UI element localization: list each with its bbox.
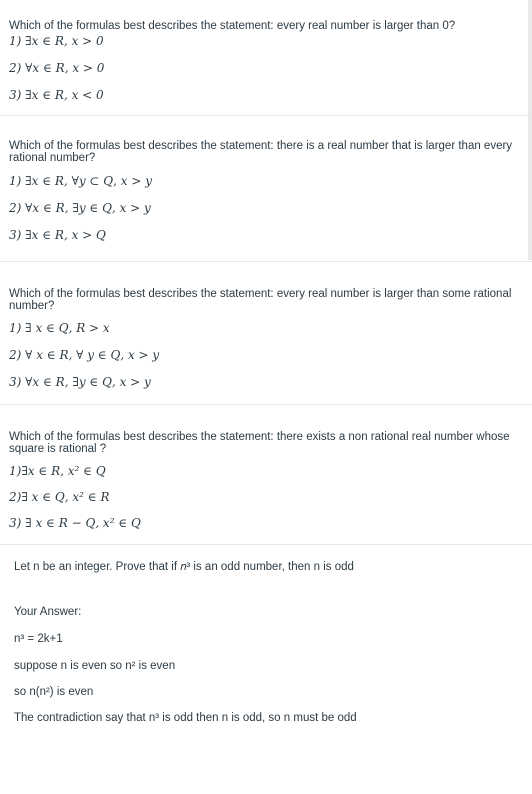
question-2-prompt: Which of the formulas best describes the statement: there is a real number that is larger than every rational number? <box>9 139 513 164</box>
proof-prompt: Let n be an integer. Prove that if 𝑛³ is an odd number, then n is odd <box>14 561 354 573</box>
divider <box>0 404 532 405</box>
answer-line: n³ = 2k+1 <box>14 633 63 645</box>
scrollbar[interactable] <box>528 0 532 260</box>
divider <box>0 115 532 116</box>
question-4-prompt: Which of the formulas best describes the statement: there exists a non rational real number whose square is rational ? <box>9 430 510 455</box>
question-1-option-3[interactable]: 3) ∃𝑥 ∈ 𝑅, 𝑥 < 0 <box>9 88 104 102</box>
question-1-prompt: Which of the formulas best describes the statement: every real number is larger than 0? <box>9 19 456 32</box>
divider <box>0 261 532 262</box>
question-1-option-1[interactable]: 1) ∃𝑥 ∈ 𝑅, 𝑥 > 0 <box>9 34 104 48</box>
answer-label: Your Answer: <box>14 606 82 618</box>
question-2-option-2[interactable]: 2) ∀𝑥 ∈ 𝑅, ∃𝑦 ∈ 𝑄, 𝑥 > 𝑦 <box>9 201 151 215</box>
question-3-option-1[interactable]: 1) ∃ 𝑥 ∈ 𝑄, 𝑅 > 𝑥 <box>9 321 110 335</box>
question-4-option-1[interactable]: 1)∃𝑥 ∈ 𝑅, 𝑥² ∈ 𝑄 <box>9 464 106 478</box>
question-4-option-3[interactable]: 3) ∃ 𝑥 ∈ 𝑅 − 𝑄, 𝑥² ∈ 𝑄 <box>9 516 141 530</box>
question-1-option-2[interactable]: 2) ∀𝑥 ∈ 𝑅, 𝑥 > 0 <box>9 61 105 75</box>
question-3-option-3[interactable]: 3) ∀𝑥 ∈ 𝑅, ∃𝑦 ∈ 𝑄, 𝑥 > 𝑦 <box>9 375 151 389</box>
question-4-option-2[interactable]: 2)∃ 𝑥 ∈ 𝑄, 𝑥² ∈ 𝑅 <box>9 490 110 504</box>
divider <box>0 544 532 545</box>
question-2-option-1[interactable]: 1) ∃𝑥 ∈ 𝑅, ∀𝑦 ⊂ 𝑄, 𝑥 > 𝑦 <box>9 174 152 188</box>
question-3-option-2[interactable]: 2) ∀ 𝑥 ∈ 𝑅, ∀ 𝑦 ∈ 𝑄, 𝑥 > 𝑦 <box>9 348 160 362</box>
question-3-prompt: Which of the formulas best describes the statement: every real number is larger than some rational number? <box>9 287 512 312</box>
answer-line: The contradiction say that n³ is odd then n is odd, so n must be odd <box>14 712 357 724</box>
answer-line: suppose n is even so n² is even <box>14 660 176 672</box>
answer-line: so n(n²) is even <box>14 686 94 698</box>
question-2-option-3[interactable]: 3) ∃𝑥 ∈ 𝑅, 𝑥 > 𝑄 <box>9 228 106 242</box>
